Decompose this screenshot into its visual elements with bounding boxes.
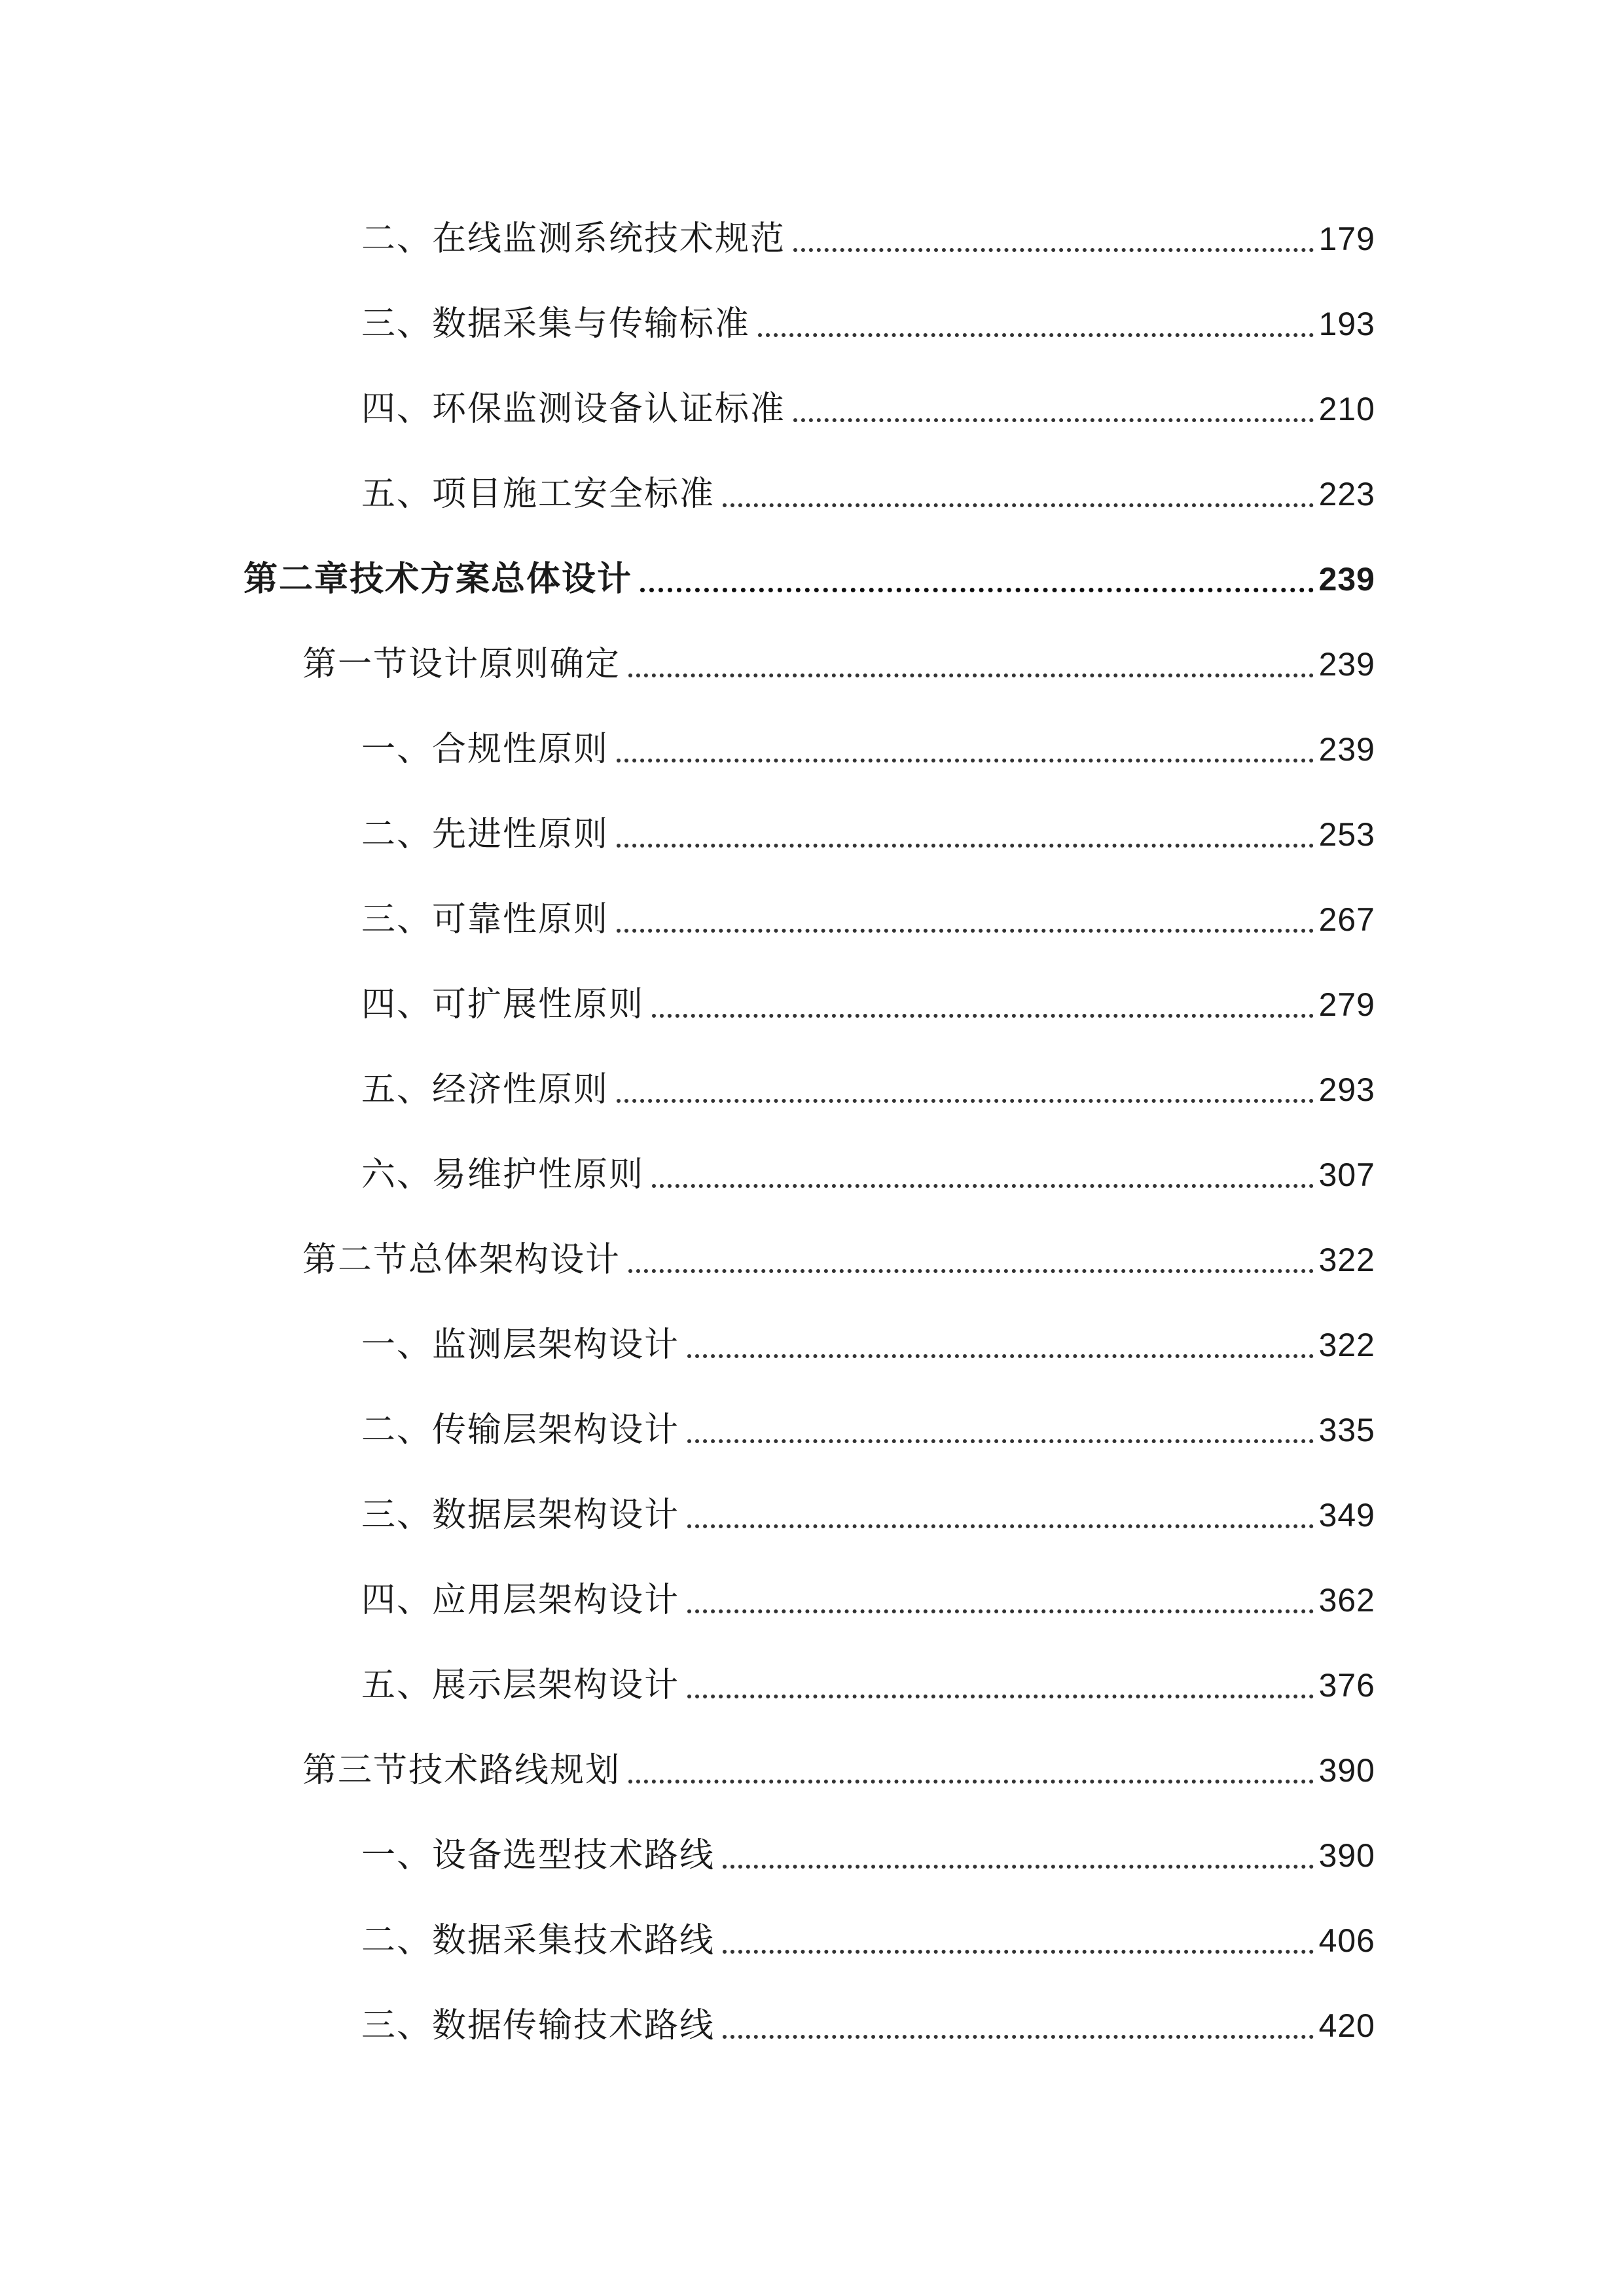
toc-page-number: 239 xyxy=(1318,646,1375,683)
toc-entry-title: 二、数据采集技术路线 xyxy=(361,1921,715,1960)
toc-page-number: 322 xyxy=(1318,1242,1375,1278)
toc-dot-leader xyxy=(617,791,1314,848)
toc-page-number: 335 xyxy=(1318,1412,1375,1448)
toc-dot-leader xyxy=(640,535,1314,592)
toc-dot-leader xyxy=(628,1727,1314,1784)
toc-entry-title: 四、环保监测设备认证标准 xyxy=(361,389,786,429)
toc-page-number: 279 xyxy=(1318,986,1375,1023)
toc-dot-leader xyxy=(687,1642,1314,1698)
toc-subsection-entry[interactable] xyxy=(361,978,1375,1031)
toc-dot-leader xyxy=(652,961,1314,1018)
toc-page-number: 349 xyxy=(1318,1497,1375,1534)
toc-chapter-entry[interactable] xyxy=(244,553,1375,605)
toc-dot-leader xyxy=(617,1047,1314,1103)
toc-dot-leader xyxy=(628,621,1314,677)
toc-subsection-entry[interactable] xyxy=(361,1404,1375,1456)
toc-subsection-entry[interactable] xyxy=(361,383,1375,435)
toc-dot-leader xyxy=(723,1897,1314,1954)
toc-page-number: 210 xyxy=(1318,391,1375,427)
toc-subsection-entry[interactable] xyxy=(361,468,1375,520)
toc-dot-leader xyxy=(793,196,1314,252)
toc-page-number: 239 xyxy=(1318,731,1375,768)
toc-subsection-entry[interactable] xyxy=(361,1064,1375,1116)
toc-dot-leader xyxy=(723,1982,1314,2039)
toc-entry-title: 五、项目施工安全标准 xyxy=(361,475,715,514)
toc-entry-title: 三、可靠性原则 xyxy=(361,900,609,939)
toc-dot-leader xyxy=(793,366,1314,422)
toc-page-number: 322 xyxy=(1318,1327,1375,1363)
toc-page-number: 239 xyxy=(1318,561,1375,598)
toc-entry-title: 四、应用层架构设计 xyxy=(361,1581,680,1620)
toc-page-number: 267 xyxy=(1318,901,1375,938)
toc-page-number: 253 xyxy=(1318,816,1375,853)
toc-subsection-entry[interactable] xyxy=(361,1914,1375,1967)
toc-page-number: 362 xyxy=(1318,1582,1375,1619)
toc-entry-title: 一、设备选型技术路线 xyxy=(361,1836,715,1875)
toc-entry-title: 五、展示层架构设计 xyxy=(361,1666,680,1705)
toc-entry-title: 四、可扩展性原则 xyxy=(361,985,645,1024)
toc-entry-title: 三、数据采集与传输标准 xyxy=(361,304,751,344)
toc-section-entry[interactable] xyxy=(302,1234,1375,1286)
toc-page-number: 223 xyxy=(1318,476,1375,512)
toc-subsection-entry[interactable] xyxy=(361,1574,1375,1626)
toc-subsection-entry[interactable] xyxy=(361,1319,1375,1371)
toc-entry-title: 第二章技术方案总体设计 xyxy=(244,560,633,599)
toc-entry-title: 二、在线监测系统技术规范 xyxy=(361,219,786,259)
toc-subsection-entry[interactable] xyxy=(361,808,1375,861)
toc-dot-leader xyxy=(723,451,1314,507)
toc-subsection-entry[interactable] xyxy=(361,1149,1375,1201)
toc-entry-title: 一、监测层架构设计 xyxy=(361,1325,680,1365)
toc-subsection-entry[interactable] xyxy=(361,1829,1375,1882)
toc-subsection-entry[interactable] xyxy=(361,298,1375,350)
toc-page-number: 179 xyxy=(1318,221,1375,257)
toc-dot-leader xyxy=(758,281,1314,337)
toc-dot-leader xyxy=(687,1302,1314,1358)
toc-section-entry[interactable] xyxy=(302,1744,1375,1797)
toc-page-number: 307 xyxy=(1318,1157,1375,1193)
toc-dot-leader xyxy=(628,1217,1314,1273)
toc-entry-title: 第二节总体架构设计 xyxy=(302,1240,621,1280)
toc-entry-title: 第一节设计原则确定 xyxy=(302,645,621,684)
toc-subsection-entry[interactable] xyxy=(361,2000,1375,2052)
toc-subsection-entry[interactable] xyxy=(361,1489,1375,1541)
toc-entry-title: 三、数据层架构设计 xyxy=(361,1496,680,1535)
toc-dot-leader xyxy=(723,1812,1314,1869)
toc-page-number: 293 xyxy=(1318,1071,1375,1108)
toc-page-number: 376 xyxy=(1318,1667,1375,1704)
toc-entry-title: 二、传输层架构设计 xyxy=(361,1410,680,1450)
toc-entry-title: 二、先进性原则 xyxy=(361,815,609,854)
toc-subsection-entry[interactable] xyxy=(361,213,1375,265)
toc-entry-title: 一、合规性原则 xyxy=(361,730,609,769)
toc-subsection-entry[interactable] xyxy=(361,723,1375,776)
toc-subsection-entry[interactable] xyxy=(361,1659,1375,1712)
toc-entry-title: 三、数据传输技术路线 xyxy=(361,2006,715,2045)
toc-entry-title: 五、经济性原则 xyxy=(361,1070,609,1109)
toc-dot-leader xyxy=(617,876,1314,933)
toc-dot-leader xyxy=(687,1472,1314,1528)
toc-page-number: 390 xyxy=(1318,1752,1375,1789)
toc-section-entry[interactable] xyxy=(302,638,1375,691)
toc-page-number: 406 xyxy=(1318,1922,1375,1959)
toc-page-number: 193 xyxy=(1318,306,1375,342)
toc-entry-title: 六、易维护性原则 xyxy=(361,1155,645,1194)
toc-page-number: 420 xyxy=(1318,2007,1375,2044)
toc-dot-leader xyxy=(617,706,1314,762)
toc-dot-leader xyxy=(687,1557,1314,1613)
toc-subsection-entry[interactable] xyxy=(361,893,1375,946)
toc-dot-leader xyxy=(687,1387,1314,1443)
toc-dot-leader xyxy=(652,1132,1314,1188)
toc-page-number: 390 xyxy=(1318,1837,1375,1874)
toc-entry-title: 第三节技术路线规划 xyxy=(302,1751,621,1790)
